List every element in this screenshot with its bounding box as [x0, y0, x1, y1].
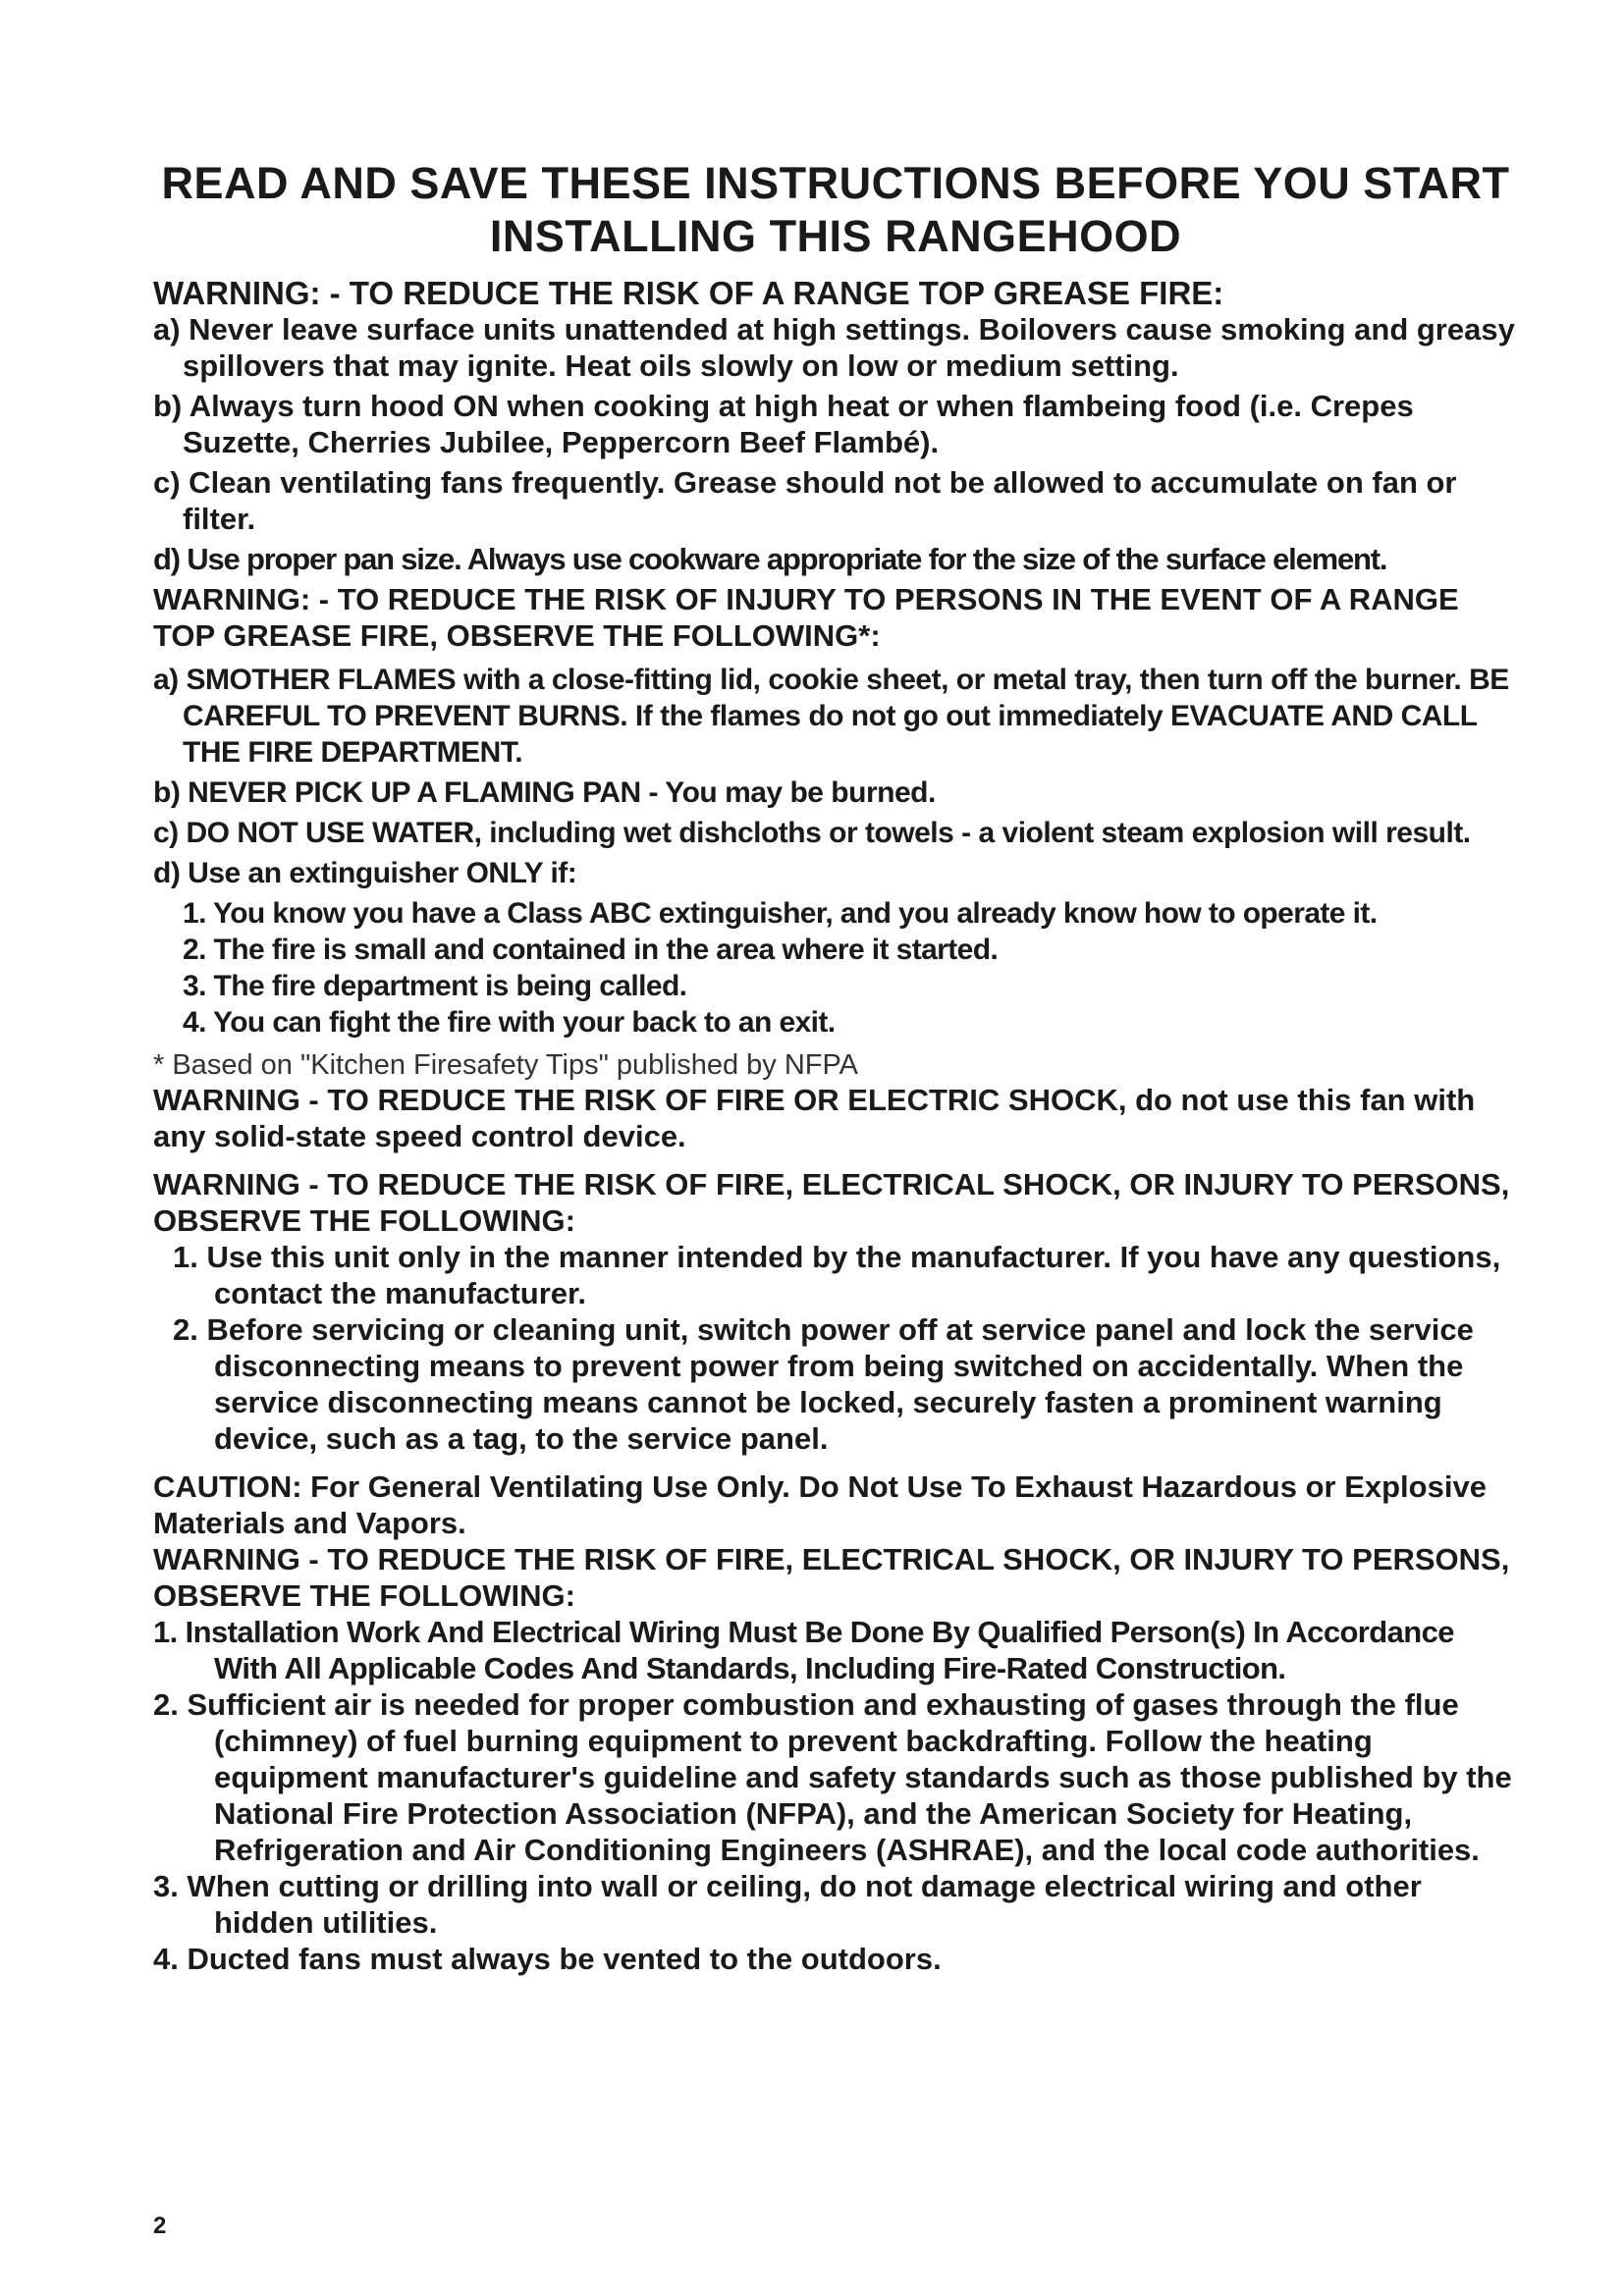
page-number: 2 — [153, 2213, 167, 2239]
list-item: 3. When cutting or drilling into wall or ceiling, do not damage electrical wiring and other hidden utilities. — [153, 1869, 1422, 1940]
list-item: a) SMOTHER FLAMES with a close-fitting lid, cookie sheet, or metal tray, then turn off the burner. BE CAREFUL TO PREVENT BURNS. If the flames do not go out immediately EVACUATE AND CALL THE FIRE DEPARTMENT. — [153, 664, 1509, 769]
title-line-1: READ AND SAVE THESE INSTRUCTIONS BEFORE YOU START — [161, 158, 1510, 208]
list-item: 1. Installation Work And Electrical Wiring Must Be Done By Qualified Person(s) In Accordance With All Applicable Codes And Standards, Including Fire-Rated Construction. — [153, 1615, 1454, 1685]
list-item: 1. You know you have a Class ABC extinguisher, and you already know how to operate it. — [183, 897, 1378, 930]
list-item: 2. Before servicing or cleaning unit, switch power off at service panel and lock the service disconnecting means to prevent power from being switched on accidentally. When the service disconnecting means cannot be locked, securely fasten a prominent warning device, such as a tag, to the service panel. — [173, 1312, 1474, 1456]
extinguisher-conditions-list — [153, 895, 1518, 1041]
list-item: 3. The fire department is being called. — [183, 970, 687, 1002]
list-item: 2. The fire is small and contained in the area where it started. — [183, 934, 999, 966]
page-content — [153, 157, 1518, 1977]
grease-fire-warning-section — [153, 275, 1518, 577]
installation-warning-heading: WARNING - TO REDUCE THE RISK OF FIRE, ELECTRICAL SHOCK, OR INJURY TO PERSONS, OBSERVE THE FOLLOWING: — [153, 1542, 1510, 1613]
electrical-shock-warning-section — [153, 1166, 1518, 1457]
nfpa-footnote: * Based on "Kitchen Firesafety Tips" published by NFPA — [153, 1049, 859, 1081]
list-item: c) Clean ventilating fans frequently. Grease should not be allowed to accumulate on fan or filter. — [153, 465, 1457, 536]
title-line-2: INSTALLING THIS RANGEHOOD — [489, 211, 1182, 261]
list-item: 1. Use this unit only in the manner intended by the manufacturer. If you have any questions, contact the manufacturer. — [173, 1240, 1501, 1310]
list-item: a) Never leave surface units unattended at high settings. Boilovers cause smoking and greasy spillovers that may ignite. Heat oils slowly on low or medium setting. — [153, 312, 1515, 383]
list-item: d) Use an extinguisher ONLY if: — [153, 857, 577, 889]
list-item: 4. You can fight the fire with your back to an exit. — [183, 1006, 836, 1039]
page-title — [153, 157, 1518, 263]
speed-control-warning: WARNING - TO REDUCE THE RISK OF FIRE OR ELECTRIC SHOCK, do not use this fan with any solid-state speed control device. — [153, 1083, 1476, 1153]
fire-injury-warning-heading: WARNING: - TO REDUCE THE RISK OF INJURY TO PERSONS IN THE EVENT OF A RANGE TOP GREASE FIRE, OBSERVE THE FOLLOWING*: — [153, 582, 1459, 653]
list-item: c) DO NOT USE WATER, including wet dishcloths or towels - a violent steam explosion will result. — [153, 817, 1471, 849]
electrical-shock-warning-heading: WARNING - TO REDUCE THE RISK OF FIRE, ELECTRICAL SHOCK, OR INJURY TO PERSONS, OBSERVE THE FOLLOWING: — [153, 1167, 1510, 1238]
fire-injury-warning-section — [153, 581, 1518, 1082]
list-item: 4. Ducted fans must always be vented to the outdoors. — [153, 1942, 942, 1976]
ventilation-caution: CAUTION: For General Ventilating Use Only. Do Not Use To Exhaust Hazardous or Explosive Materials and Vapors. — [153, 1469, 1487, 1540]
list-item: 2. Sufficient air is needed for proper combustion and exhausting of gases through the flue (chimney) of fuel burning equipment to prevent backdrafting. Follow the heating equipment manufacturer's guideline and safety standards such as those published by the National Fire Protection Association (NFPA), and the American Society for Heating, Refrigeration and Air Conditioning Engineers (ASHRAE), and the local code authorities. — [153, 1687, 1512, 1867]
list-item: d) Use proper pan size. Always use cookware appropriate for the size of the surface element. — [153, 542, 1387, 576]
list-item: b) NEVER PICK UP A FLAMING PAN - You may be burned. — [153, 776, 936, 809]
list-item: b) Always turn hood ON when cooking at high heat or when flambeing food (i.e. Crepes Suzette, Cherries Jubilee, Peppercorn Beef Flambé). — [153, 389, 1414, 459]
grease-fire-warning-heading: WARNING: - TO REDUCE THE RISK OF A RANGE TOP GREASE FIRE: — [153, 275, 1224, 311]
installation-warning-section — [153, 1541, 1518, 1977]
